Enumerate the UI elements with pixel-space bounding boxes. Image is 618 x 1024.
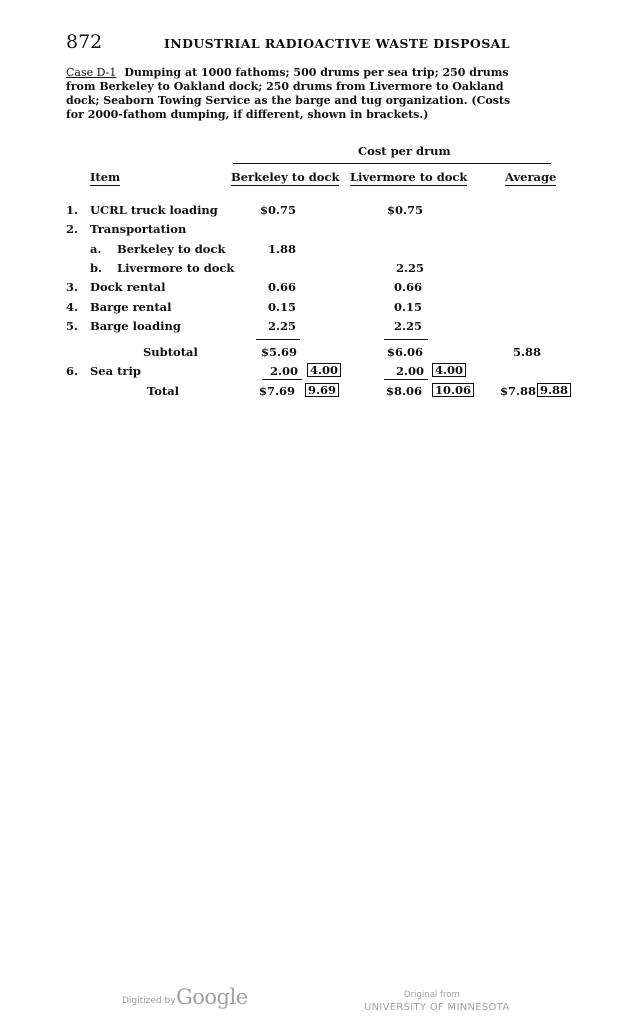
total-rule-livermore [384,379,428,380]
berkeley-cost: 1.88 [268,242,297,256]
subtotal-berkeley: $5.69 [261,345,298,359]
google-logo: Google [176,985,248,1009]
row-number: 4. [66,300,79,314]
berkeley-cost: 0.15 [268,300,297,314]
row-number: a. [90,242,102,256]
row-number: 3. [66,280,79,294]
sea-trip-berkeley: 2.00 [270,364,299,378]
berkeley-cost: 2.25 [268,319,297,333]
page-number: 872 [66,31,103,53]
row-number: 5. [66,319,79,333]
row-label: Barge rental [90,300,172,314]
row-number: 1. [66,203,79,217]
total-label: Total [147,384,180,398]
row-number: b. [90,261,103,275]
caption-line-4: for 2000-fathom dumping, if different, shown in brackets.) [66,108,429,121]
column-header-berkeley: Berkeley to dock [231,170,340,184]
livermore-cost: 0.15 [394,300,423,314]
case-label: Case D-1 [66,66,117,79]
column-header-item: Item [90,170,121,184]
column-header-average: Average [505,170,557,184]
original-from-text: Original from [404,990,460,1000]
sea-trip-berkeley-bracket: 4.00 [304,363,341,377]
total-livermore: $8.06 [386,384,423,398]
caption-line-3: dock; Seaborn Towing Service as the barge and tug organization. (Costs [66,94,511,107]
total-rule-berkeley [262,379,302,380]
sea-trip-livermore: 2.00 [396,364,425,378]
running-title: INDUSTRIAL RADIOACTIVE WASTE DISPOSAL [164,36,510,51]
total-livermore-bracket: 10.06 [429,383,474,397]
livermore-cost: 2.25 [396,261,425,275]
row-label: Barge loading [90,319,181,333]
caption-line-2: from Berkeley to Oakland dock; 250 drums from Livermore to Oakland [66,80,504,93]
berkeley-cost: $0.75 [260,203,297,217]
row-label: Transportation [90,222,187,236]
header-rule [233,163,551,164]
digitized-by-text: Digitized by [122,996,176,1006]
row-label: Livermore to dock [117,261,235,275]
total-average-bracket: 9.88 [537,383,571,397]
row-number: 6. [66,364,79,378]
caption-line-1: Dumping at 1000 fathoms; 500 drums per sea trip; 250 drums [124,66,509,79]
subtotal-livermore: $6.06 [387,345,424,359]
subtotal-rule-berkeley [256,339,300,340]
row-label: Berkeley to dock [117,242,226,256]
livermore-cost: $0.75 [387,203,424,217]
sea-trip-label: Sea trip [90,364,141,378]
cost-per-drum-header: Cost per drum [358,144,451,158]
berkeley-cost: 0.66 [268,280,297,294]
university-text: UNIVERSITY OF MINNESOTA [364,1002,510,1013]
livermore-cost: 2.25 [394,319,423,333]
row-label: UCRL truck loading [90,203,218,217]
subtotal-label: Subtotal [143,345,198,359]
row-label: Dock rental [90,280,166,294]
subtotal-rule-livermore [384,339,428,340]
subtotal-average: 5.88 [513,345,542,359]
total-berkeley: $7.69 [259,384,296,398]
total-average: $7.88 [500,384,537,398]
row-number: 2. [66,222,79,236]
case-caption [66,66,556,122]
column-header-livermore: Livermore to dock [350,170,468,184]
sea-trip-livermore-bracket: 4.00 [429,363,466,377]
total-berkeley-bracket: 9.69 [302,383,339,397]
livermore-cost: 0.66 [394,280,423,294]
